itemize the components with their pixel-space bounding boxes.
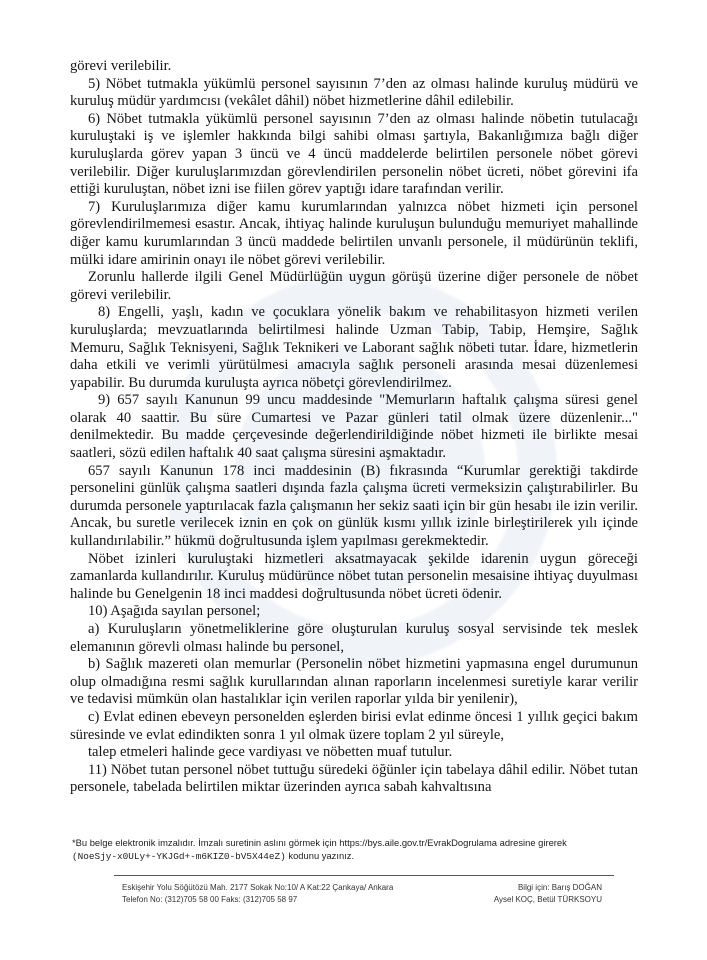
paragraph: a) Kuruluşların yönetmeliklerine göre oluşturulan kuruluş sosyal servisinde tek meslek elemanının görevli olması halinde bu personel, [70, 621, 638, 655]
paragraph: b) Sağlık mazereti olan memurlar (Personelin nöbet hizmetini yapmasına engel durumunun olup olmadığına resmi sağlık kurullarından alınan raporların incelenmesi suretiyle karar verilir ve tedavisi mümkün olan hastalıklar için verilen raporlar yılda bir yenilenir), [70, 656, 638, 708]
paragraph: 9) 657 sayılı Kanunun 99 uncu maddesinde "Memurların haftalık çalışma süresi genel olarak 40 saattir. Bu süre Cumartesi ve Pazar günleri tatil olmak üzere düzenlenir..." denilmektedir. Bu madde çerçevesinde değerlendirildiğinde nöbet hizmeti ile birlikte mesai saatleri, sözü edilen haftalık 40 saat çalışma süresini aşmaktadır. [70, 392, 638, 462]
e-signature-note-line2 [72, 849, 632, 863]
footer-info: Bilgi için: Barış DOĞAN [517, 883, 602, 892]
paragraph: Nöbet izinleri kuruluştaki hizmetleri aksatmayacak şekilde idarenin uygun göreceği zamanlarda kullandırılır. Kuruluş müdürünce nöbet tutan personelin mesaisine ihtiyaç duyulması halinde bu Genelgenin 18 inci maddesi doğrultusunda nöbet ücreti ödenir. [70, 550, 638, 602]
paragraph: 657 sayılı Kanunun 178 inci maddesinin (B) fıkrasında “Kurumlar gerektiği takdirde personelini günlük çalışma saatleri dışında fazla çalışma ücreti vermeksizin çalıştırabilirler. Bu durumda personele yaptırılacak fazla çalışmanın her sekiz saati için bir gün hesabı ile izin verilir. Ancak, bu suretle verilecek iznin en çok on günlük kısmı yıllık izinle birleştirilerek yılı içinde kullandırılabilir.” hükmü doğrultusunda işlem yapılması gerekmektedir. [70, 462, 638, 550]
e-signature-note-line1: *Bu belge elektronik imzalıdır. İmzalı suretinin aslını görmek için https://bys.aile.gov.tr/EvrakDogrulama adresine girerek [72, 837, 567, 848]
footer-right [494, 882, 602, 906]
footer-left [122, 882, 393, 906]
paragraph: 8) Engelli, yaşlı, kadın ve çocuklara yönelik bakım ve rehabilitasyon hizmeti verilen kuruluşlarda; mevzuatlarında belirtilmesi halinde Uzman Tabip, Tabip, Hemşire, Sağlık Memuru, Sağlık Teknisyeni, Sağlık Teknikeri ve Laborant sağlık nöbeti tutar. İdare, hizmetlerin daha etkili ve verimli yürütülmesi amacıyla sağlık personeli arasında mesai düzenlemesi yapabilir. Bu durumda kuruluşta ayrıca nöbetçi görevlendirilmez. [70, 304, 638, 391]
verification-code: (NoeSjy-x0ULy+-YKJGd+-m6KIZ0-bV5X44eZ) [72, 851, 286, 862]
footer-phone: Telefon No: (312)705 58 00 Faks: (312)705 58 97 [122, 895, 298, 904]
e-signature-note [72, 836, 632, 863]
paragraph: 6) Nöbet tutmakla yükümlü personel sayısının 7’den az olması halinde nöbetin tutulacağı kuruluştaki iş ve işlemler hakkında bilgi sahibi olması şartıyla, Bakanlığımıza bağlı diğer kuruluşlarda görev yapan 3 üncü ve 4 üncü maddelerde belirtilen personele nöbet görevi verilebilir. Diğer kuruluşlarımızdan görevlendirilen personelin nöbet ücreti, nöbet görevini ifa ettiği kuruluştan, nöbet izni ise fiilen görev yaptığı idare tarafından verilir. [70, 110, 638, 198]
footer-contacts: Aysel KOÇ, Betül TÜRKSOYU [493, 895, 602, 904]
paragraph: 7) Kuruluşlarımıza diğer kamu kurumlarından yalnızca nöbet hizmeti için personel görevlendirilmemesi esastır. Ancak, ihtiyaç halinde kuruluşun bulunduğu memuriyet mahallinde diğer kamu kurumlarından 3 üncü maddede belirtilen unvanlı personele, il müdürünün teklifi, mülki idare amirinin onayı ile nöbet görevi verilebilir. [70, 198, 638, 268]
paragraph: 10) Aşağıda sayılan personel; [88, 603, 261, 620]
paragraph: Zorunlu hallerde ilgili Genel Müdürlüğün uygun görüşü üzerine diğer personele de nöbet görevi verilebilir. [70, 269, 638, 303]
paragraph: talep etmeleri halinde gece vardiyası ve nöbetten muaf tutulur. [88, 744, 453, 761]
footer-divider [114, 875, 614, 876]
paragraph: 11) Nöbet tutan personel nöbet tuttuğu süredeki öğünler için tabelaya dâhil edilir. Nöbet tutan personele, tabelada belirtilen miktar üzerinden ayrıca sabah kahvaltısına [70, 761, 638, 796]
e-signature-note-tail: kodunu yazınız. [285, 850, 355, 861]
footer-address: Eskişehir Yolu Söğütözü Mah. 2177 Sokak No:10/ A Kat:22 Çankaya/ Ankara [122, 883, 394, 892]
document-body [70, 58, 638, 797]
paragraph: c) Evlat edinen ebeveyn personelden eşlerden birisi evlat edinme öncesi 1 yıllık geçici bakım süresinde ve evlat edindikten sonra 1 yıl olmak üzere toplam 2 yıl süreyle, [70, 708, 638, 743]
paragraph: görevi verilebilir. [70, 58, 172, 74]
paragraph: 5) Nöbet tutmakla yükümlü personel sayısının 7’den az olması halinde kuruluş müdürü ve kuruluş müdür yardımcısı (vekâlet dâhil) nöbet hizmetlerine dâhil edilebilir. [70, 75, 638, 110]
